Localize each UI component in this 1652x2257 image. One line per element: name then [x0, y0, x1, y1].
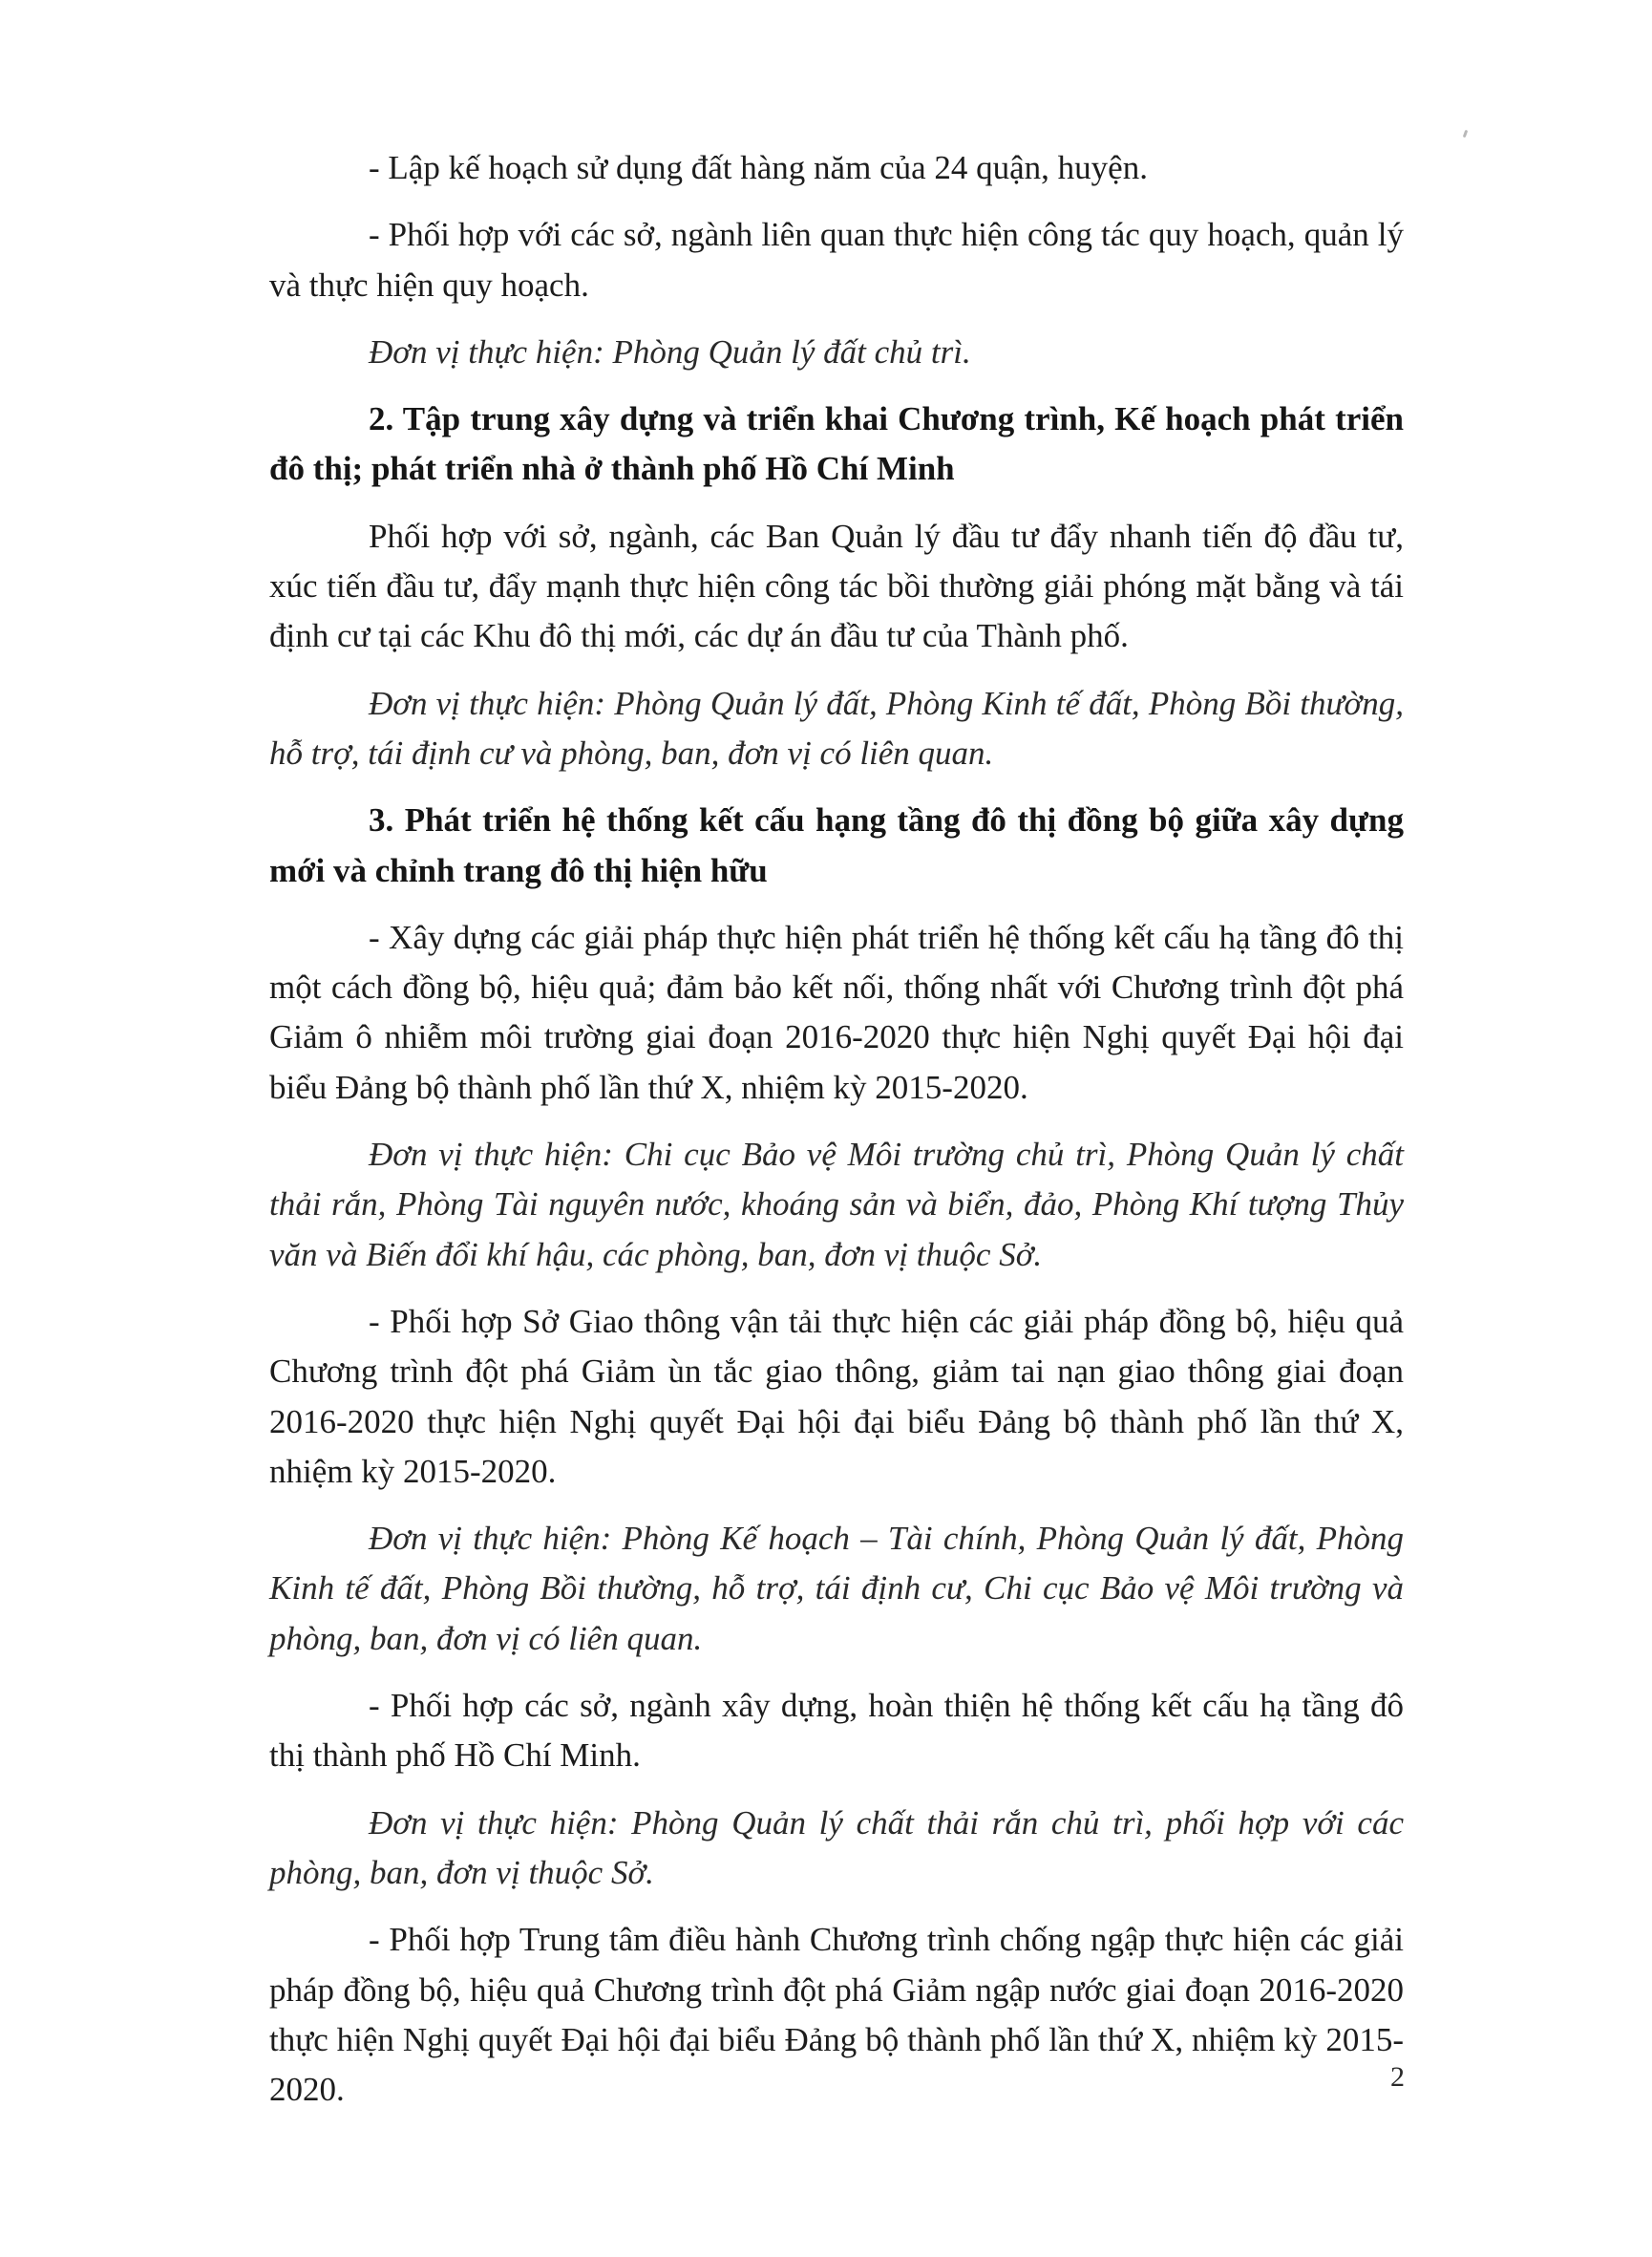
- bullet-traffic-program: - Phối hợp Sở Giao thông vận tải thực hiện các giải pháp đồng bộ, hiệu quả Chương trình đột phá Giảm ùn tắc giao thông, giảm tai nạn giao thông giai đoạn 2016-2020 thực hiện Nghị quyết Đại hội đại biểu Đảng bộ thành phố lần thứ X, nhiệm kỳ 2015-2020.: [269, 1302, 1404, 1490]
- responsible-unit-note: Đơn vị thực hiện: Phòng Kế hoạch – Tài chính, Phòng Quản lý đất, Phòng Kinh tế đất, Phòng Bồi thường, hỗ trợ, tái định cư, Chi cục Bảo vệ Môi trường và phòng, ban, đơn vị có liên quan.: [269, 1520, 1404, 1657]
- paragraph-investment-coordination: Phối hợp với sở, ngành, các Ban Quản lý đầu tư đẩy nhanh tiến độ đầu tư, xúc tiến đầu tư, đẩy mạnh thực hiện công tác bồi thường giải phóng mặt bằng và tái định cư tại các Khu đô thị mới, các dự án đầu tư của Thành phố.: [269, 517, 1404, 655]
- bullet-land-use-plan: - Lập kế hoạch sử dụng đất hàng năm của 24 quận, huyện.: [369, 149, 1148, 186]
- section-heading-3: 3. Phát triển hệ thống kết cấu hạng tầng đô thị đồng bộ giữa xây dựng mới và chỉnh trang đô thị hiện hữu: [269, 801, 1404, 889]
- bullet-coordinate-planning: - Phối hợp với các sở, ngành liên quan thực hiện công tác quy hoạch, quản lý và thực hiện quy hoạch.: [269, 216, 1404, 304]
- bullet-infrastructure-solutions: - Xây dựng các giải pháp thực hiện phát triển hệ thống kết cấu hạ tầng đô thị một cách đồng bộ, hiệu quả; đảm bảo kết nối, thống nhất với Chương trình đột phá Giảm ô nhiễm môi trường giai đoạn 2016-2020 thực hiện Nghị quyết Đại hội đại biểu Đảng bộ thành phố lần thứ X, nhiệm kỳ 2015-2020.: [269, 918, 1404, 1106]
- section-heading-2: 2. Tập trung xây dựng và triển khai Chương trình, Kế hoạch phát triển đô thị; phát triển nhà ở thành phố Hồ Chí Minh: [269, 400, 1404, 488]
- responsible-unit-note: Đơn vị thực hiện: Phòng Quản lý đất, Phòng Kinh tế đất, Phòng Bồi thường, hỗ trợ, tái định cư và phòng, ban, đơn vị có liên quan.: [269, 684, 1404, 772]
- scan-speck: [1463, 130, 1469, 138]
- page-number: 2: [1390, 2061, 1405, 2093]
- responsible-unit-note: Đơn vị thực hiện: Phòng Quản lý đất chủ trì.: [369, 332, 971, 371]
- responsible-unit-note: Đơn vị thực hiện: Phòng Quản lý chất thải rắn chủ trì, phối hợp với các phòng, ban, đơn vị thuộc Sở.: [269, 1803, 1404, 1891]
- bullet-infrastructure-completion: - Phối hợp các sở, ngành xây dựng, hoàn thiện hệ thống kết cấu hạ tầng đô thị thành phố Hồ Chí Minh.: [269, 1687, 1404, 1775]
- document-body: [269, 143, 1404, 2132]
- responsible-unit-note: Đơn vị thực hiện: Chi cục Bảo vệ Môi trường chủ trì, Phòng Quản lý chất thải rắn, Phòng Tài nguyên nước, khoáng sản và biển, đảo, Phòng Khí tượng Thủy văn và Biến đổi khí hậu, các phòng, ban, đơn vị thuộc Sở.: [269, 1136, 1404, 1273]
- bullet-flood-program: - Phối hợp Trung tâm điều hành Chương trình chống ngập thực hiện các giải pháp đồng bộ, hiệu quả Chương trình đột phá Giảm ngập nước giai đoạn 2016-2020 thực hiện Nghị quyết Đại hội đại biểu Đảng bộ thành phố lần thứ X, nhiệm kỳ 2015-2020.: [269, 1921, 1404, 2109]
